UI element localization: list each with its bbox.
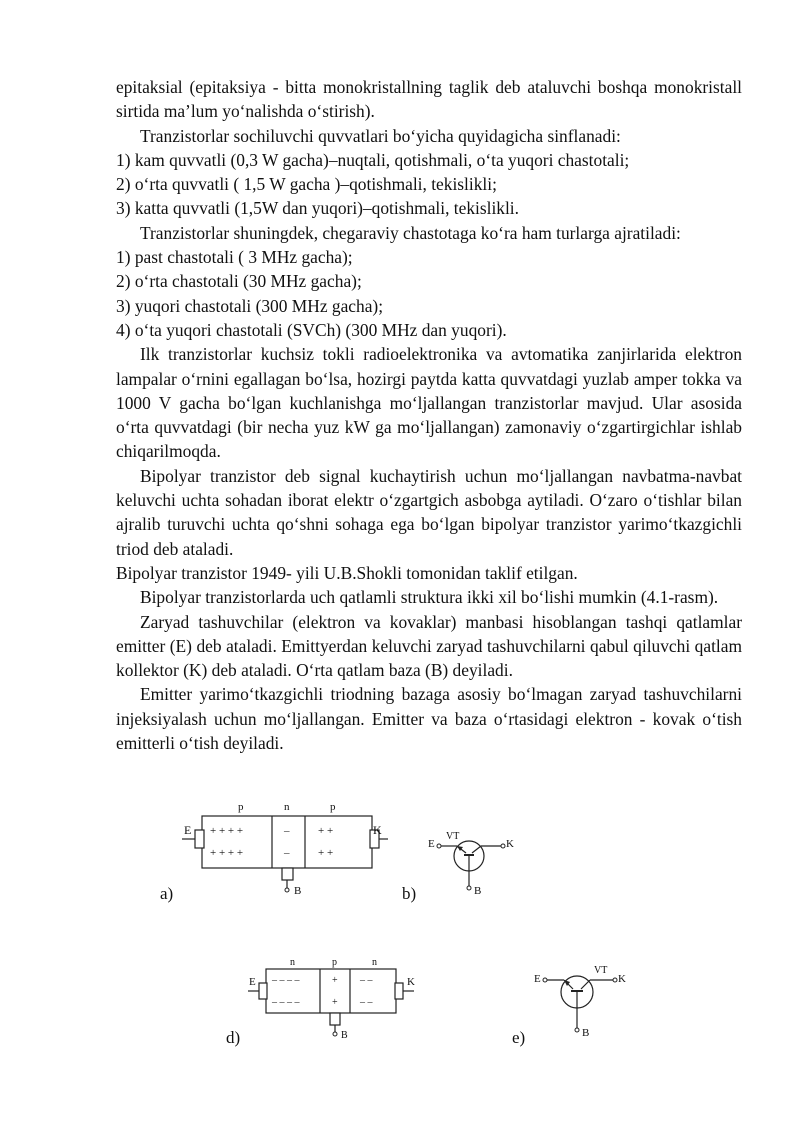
layer-label: p: [330, 801, 336, 813]
layer-label: p: [238, 801, 244, 813]
layer-label: n: [284, 801, 290, 813]
list-item: 2) o‘rta chastotali (30 MHz gacha);: [116, 271, 362, 292]
base-contact: [330, 1013, 340, 1025]
figure-caption: b): [402, 884, 417, 903]
charge-signs: –: [284, 825, 290, 837]
emitter-label: E: [184, 823, 192, 837]
base-label: B: [294, 885, 302, 897]
figure-caption: a): [160, 884, 174, 903]
base-label: B: [341, 1030, 348, 1041]
charge-signs: –: [284, 847, 290, 859]
collector-label: K: [373, 823, 382, 837]
paragraph: Zaryad tashuvchilar (elektron va kovaklar) manbasi hisoblangan tashqi qatlamlar emitter (E) deb ataladi. Emittyerdan keluvchi zaryad tashuvchilarni qabul qiluvchi qatlam kollektor (K) deb ataladi. O‘rta qatlam baza (B) deyiladi.: [116, 611, 742, 681]
emitter-label: E: [249, 976, 256, 988]
layer-label: p: [332, 957, 337, 968]
charge-signs: – –: [360, 975, 373, 986]
base-contact: [282, 868, 293, 880]
charge-signs: + +: [318, 825, 334, 837]
charge-signs: – – – –: [272, 975, 300, 986]
charge-signs: – – – –: [272, 997, 300, 1008]
npn-structure-figure: [246, 955, 426, 1045]
pnp-symbol-figure: [426, 826, 526, 900]
base-label: B: [582, 1027, 590, 1039]
npn-symbol-figure: [530, 962, 640, 1042]
emitter-contact: [259, 983, 267, 999]
charge-signs: +: [332, 975, 338, 986]
paragraph: Emitter yarimo‘tkazgichli triodning bazaga asosiy bo‘lmagan zaryad tashuvchilarni injeksiyalash uchun mo‘ljallangan. Emitter va baza o‘rtasidagi elektron - kovak o‘tish emitterli o‘tish deyiladi.: [116, 684, 742, 754]
list-item: 3) yuqori chastotali (300 MHz gacha);: [116, 295, 384, 316]
emitter-label: E: [534, 973, 541, 985]
figure-caption: d): [226, 1028, 241, 1047]
ref-label: VT: [446, 831, 460, 842]
list-item: 3) katta quvvatli (1,5W dan yuqori)–qotishmali, tekislikli.: [116, 198, 519, 219]
list-item: 1) past chastotali ( 3 MHz gacha);: [116, 247, 353, 268]
pnp-structure-figure: [180, 798, 390, 898]
collector-contact: [395, 983, 403, 999]
charge-signs: + + + +: [210, 847, 244, 859]
base-label: B: [474, 885, 482, 897]
list-item: 1) kam quvvatli (0,3 W gacha)–nuqtali, qotishmali, o‘ta yuqori chastotali;: [116, 149, 630, 170]
collector-label: K: [506, 838, 514, 850]
paragraph: Tranzistorlar shuningdek, chegaraviy chastotaga ko‘ra ham turlarga ajratiladi:: [140, 222, 681, 243]
paragraph: Bipolyar tranzistor deb signal kuchaytirish uchun mo‘ljallangan navbatma-navbat keluvchi uchta sohadan iborat elektr o‘zgartgich asbobga aytiladi. O‘zaro o‘tishlar bilan ajralib turuvchi uchta qo‘shni sohaga ega bo‘lgan bipolyar tranzistor yarimo‘tkazgichli triod deb ataladi.: [116, 465, 742, 559]
list-item: 2) o‘rta quvvatli ( 1,5 W gacha )–qotishmali, tekislikli;: [116, 174, 497, 195]
layer-label: n: [372, 957, 377, 968]
layer-label: n: [290, 957, 295, 968]
charge-signs: +: [332, 997, 338, 1008]
crystal-outline: [202, 816, 372, 868]
ref-label: VT: [594, 965, 608, 976]
charge-signs: – –: [360, 997, 373, 1008]
paragraph: Ilk tranzistorlar kuchsiz tokli radioelektronika va avtomatika zanjirlarida elektron lampalar o‘rnini egallagan bo‘lsa, hozirgi paytda katta quvvatdagi yuzlab amper tokka va 1000 V gacha bo‘lgan kuchlanishga mo‘ljallangan tranzistorlar mavjud. Ular asosida o‘rta quvvatdagi (bir necha yuz kW ga mo‘ljallangan) zamonaviy o‘zgartirgichlar ishlab chiqarilmoqda.: [116, 344, 742, 462]
collector-label: K: [618, 973, 626, 985]
paragraph: Bipolyar tranzistorlarda uch qatlamli struktura ikki xil bo‘lishi mumkin (4.1-rasm).: [140, 587, 719, 608]
paragraph: Tranzistorlar sochiluvchi quvvatlari bo‘yicha quyidagicha sinflanadi:: [140, 125, 621, 146]
paragraph: epitaksial (epitaksiya - bitta monokristallning taglik deb ataluvchi boshqa monokristall sirtida ma’lum yo‘nalishda o‘stirish).: [116, 77, 742, 122]
emitter-label: E: [428, 838, 435, 850]
figure-caption: e): [512, 1028, 526, 1047]
collector-label: K: [407, 976, 415, 988]
charge-signs: + + + +: [210, 825, 244, 837]
paragraph: Bipolyar tranzistor 1949- yili U.B.Shokli tomonidan taklif etilgan.: [116, 562, 578, 583]
charge-signs: + +: [318, 847, 334, 859]
list-item: 4) o‘ta yuqori chastotali (SVCh) (300 MHz dan yuqori).: [116, 319, 507, 340]
body-text: [116, 75, 742, 755]
emitter-contact: [195, 830, 204, 848]
